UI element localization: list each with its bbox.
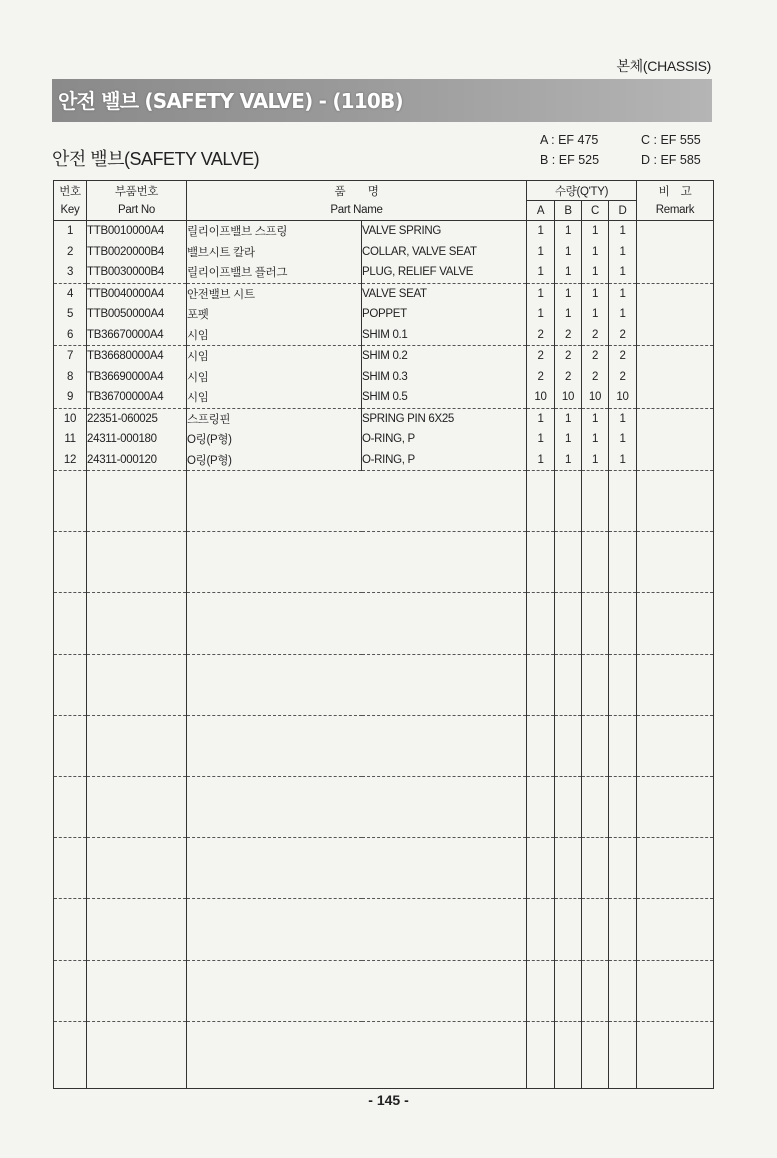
row-qty-c: 2 (582, 367, 609, 388)
row-qty-d: 1 (609, 221, 637, 242)
row-qty-d: 1 (609, 242, 637, 263)
row-qty-d: 10 (609, 387, 637, 408)
row-remark (637, 367, 714, 388)
empty-row-group (54, 471, 714, 532)
row-remark (637, 429, 714, 450)
model-c: C : EF 555 (641, 133, 701, 147)
model-legend-left (540, 130, 599, 170)
row-name-ko: 시임 (187, 387, 362, 408)
row-qty-d: 1 (609, 283, 637, 304)
row-key: 2 (54, 242, 87, 263)
empty-row-group (54, 1021, 714, 1088)
row-key: 8 (54, 367, 87, 388)
row-qty-d: 1 (609, 262, 637, 283)
empty-row-group (54, 838, 714, 899)
row-remark (637, 221, 714, 242)
row-qty-a: 1 (527, 429, 555, 450)
table-row (54, 283, 714, 304)
row-qty-a: 1 (527, 304, 555, 325)
row-remark (637, 346, 714, 367)
table-row (54, 387, 714, 408)
header-qty-c: C (582, 201, 609, 221)
row-key: 6 (54, 325, 87, 346)
table-row (54, 367, 714, 388)
row-qty-c: 2 (582, 346, 609, 367)
row-key: 1 (54, 221, 87, 242)
row-part-no: TTB0010000A4 (87, 221, 187, 242)
page-number: - 145 - (368, 1092, 409, 1108)
row-part-no: 22351-060025 (87, 408, 187, 429)
row-qty-c: 1 (582, 304, 609, 325)
row-part-no: TB36700000A4 (87, 387, 187, 408)
row-qty-a: 2 (527, 346, 555, 367)
row-qty-a: 1 (527, 262, 555, 283)
row-qty-b: 1 (555, 450, 582, 471)
row-part-no: TB36670000A4 (87, 325, 187, 346)
header-qty-d: D (609, 201, 637, 221)
row-qty-d: 1 (609, 304, 637, 325)
row-key: 5 (54, 304, 87, 325)
row-name-ko: 시임 (187, 325, 362, 346)
row-part-no: TB36680000A4 (87, 346, 187, 367)
row-name-ko: O링(P형) (187, 450, 362, 471)
row-qty-b: 1 (555, 304, 582, 325)
header-qty-a: A (527, 201, 555, 221)
row-name-en: SHIM 0.2 (362, 346, 527, 367)
row-qty-a: 1 (527, 408, 555, 429)
row-name-ko: 포펫 (187, 304, 362, 325)
table-row (54, 304, 714, 325)
empty-row-group (54, 715, 714, 776)
row-name-en: SHIM 0.3 (362, 367, 527, 388)
row-qty-b: 10 (555, 387, 582, 408)
row-part-no: 24311-000120 (87, 450, 187, 471)
title-banner (52, 79, 712, 122)
row-name-ko: 릴리이프밸브 플러그 (187, 262, 362, 283)
header-qty-b: B (555, 201, 582, 221)
row-remark (637, 325, 714, 346)
row-remark (637, 408, 714, 429)
row-qty-d: 1 (609, 408, 637, 429)
row-qty-c: 1 (582, 408, 609, 429)
row-name-en: PLUG, RELIEF VALVE (362, 262, 527, 283)
table-row (54, 429, 714, 450)
header-remark-en: Remark (637, 201, 714, 221)
model-b: B : EF 525 (540, 153, 600, 167)
row-name-en: POPPET (362, 304, 527, 325)
row-key: 7 (54, 346, 87, 367)
row-key: 4 (54, 283, 87, 304)
empty-row-group (54, 960, 714, 1021)
section-label: 본체(CHASSIS) (616, 58, 711, 74)
row-name-en: SHIM 0.1 (362, 325, 527, 346)
row-name-ko: 릴리이프밸브 스프링 (187, 221, 362, 242)
row-part-no: TTB0030000B4 (87, 262, 187, 283)
row-name-ko: 안전밸브 시트 (187, 283, 362, 304)
header-remark-ko: 비 고 (637, 181, 714, 201)
table-row (54, 346, 714, 367)
table-row (54, 242, 714, 263)
row-remark (637, 242, 714, 263)
row-qty-b: 2 (555, 325, 582, 346)
row-qty-c: 1 (582, 429, 609, 450)
row-remark (637, 283, 714, 304)
row-qty-d: 1 (609, 429, 637, 450)
row-remark (637, 304, 714, 325)
subtitle: 안전 밸브(SAFETY VALVE) (52, 149, 260, 169)
model-d: D : EF 585 (641, 153, 701, 167)
row-qty-d: 2 (609, 346, 637, 367)
table-row (54, 408, 714, 429)
row-part-no: TTB0040000A4 (87, 283, 187, 304)
row-qty-a: 10 (527, 387, 555, 408)
parts-table-body (54, 221, 714, 1089)
table-row (54, 262, 714, 283)
page-title: 안전 밸브 (SAFETY VALVE) - (110B) (58, 89, 403, 113)
row-qty-b: 1 (555, 283, 582, 304)
row-key: 12 (54, 450, 87, 471)
row-qty-b: 1 (555, 429, 582, 450)
row-qty-c: 1 (582, 242, 609, 263)
row-name-ko: 시임 (187, 346, 362, 367)
parts-table (53, 180, 714, 1089)
row-qty-c: 10 (582, 387, 609, 408)
row-name-en: O-RING, P (362, 429, 527, 450)
row-qty-c: 1 (582, 283, 609, 304)
row-qty-b: 2 (555, 346, 582, 367)
table-row (54, 325, 714, 346)
row-part-no: 24311-000180 (87, 429, 187, 450)
row-qty-a: 1 (527, 283, 555, 304)
row-qty-c: 1 (582, 450, 609, 471)
row-name-ko: 시임 (187, 367, 362, 388)
row-qty-a: 1 (527, 242, 555, 263)
row-qty-b: 1 (555, 242, 582, 263)
row-key: 9 (54, 387, 87, 408)
empty-row-group (54, 532, 714, 593)
row-name-en: SHIM 0.5 (362, 387, 527, 408)
empty-row-group (54, 776, 714, 837)
row-name-en: VALVE SPRING (362, 221, 527, 242)
empty-row-group (54, 593, 714, 654)
row-part-no: TB36690000A4 (87, 367, 187, 388)
model-a: A : EF 475 (540, 133, 599, 147)
row-qty-a: 2 (527, 367, 555, 388)
row-qty-b: 1 (555, 262, 582, 283)
row-name-en: COLLAR, VALVE SEAT (362, 242, 527, 263)
row-remark (637, 387, 714, 408)
row-name-ko: O링(P형) (187, 429, 362, 450)
row-key: 10 (54, 408, 87, 429)
row-remark (637, 262, 714, 283)
header-name-ko: 품 명 (187, 181, 527, 201)
row-qty-c: 1 (582, 262, 609, 283)
row-name-en: SPRING PIN 6X25 (362, 408, 527, 429)
row-qty-c: 2 (582, 325, 609, 346)
row-qty-a: 1 (527, 221, 555, 242)
header-key-ko: 번호 (54, 181, 87, 201)
row-qty-b: 1 (555, 408, 582, 429)
row-name-ko: 밸브시트 칼라 (187, 242, 362, 263)
table-row (54, 450, 714, 471)
header-part-no-en: Part No (87, 201, 187, 221)
header-part-no-ko: 부품번호 (87, 181, 187, 201)
row-key: 11 (54, 429, 87, 450)
row-qty-a: 1 (527, 450, 555, 471)
row-qty-b: 1 (555, 221, 582, 242)
row-qty-d: 1 (609, 450, 637, 471)
row-qty-b: 2 (555, 367, 582, 388)
header-key-en: Key (54, 201, 87, 221)
row-qty-d: 2 (609, 325, 637, 346)
row-part-no: TTB0050000A4 (87, 304, 187, 325)
row-qty-c: 1 (582, 221, 609, 242)
header-name-en: Part Name (187, 201, 527, 221)
row-qty-d: 2 (609, 367, 637, 388)
row-remark (637, 450, 714, 471)
header-qty: 수량(Q'TY) (527, 181, 637, 201)
row-part-no: TTB0020000B4 (87, 242, 187, 263)
empty-row-group (54, 654, 714, 715)
model-legend-right (641, 130, 701, 170)
table-row (54, 221, 714, 242)
row-key: 3 (54, 262, 87, 283)
empty-row-group (54, 899, 714, 960)
row-qty-a: 2 (527, 325, 555, 346)
row-name-ko: 스프링핀 (187, 408, 362, 429)
row-name-en: VALVE SEAT (362, 283, 527, 304)
row-name-en: O-RING, P (362, 450, 527, 471)
